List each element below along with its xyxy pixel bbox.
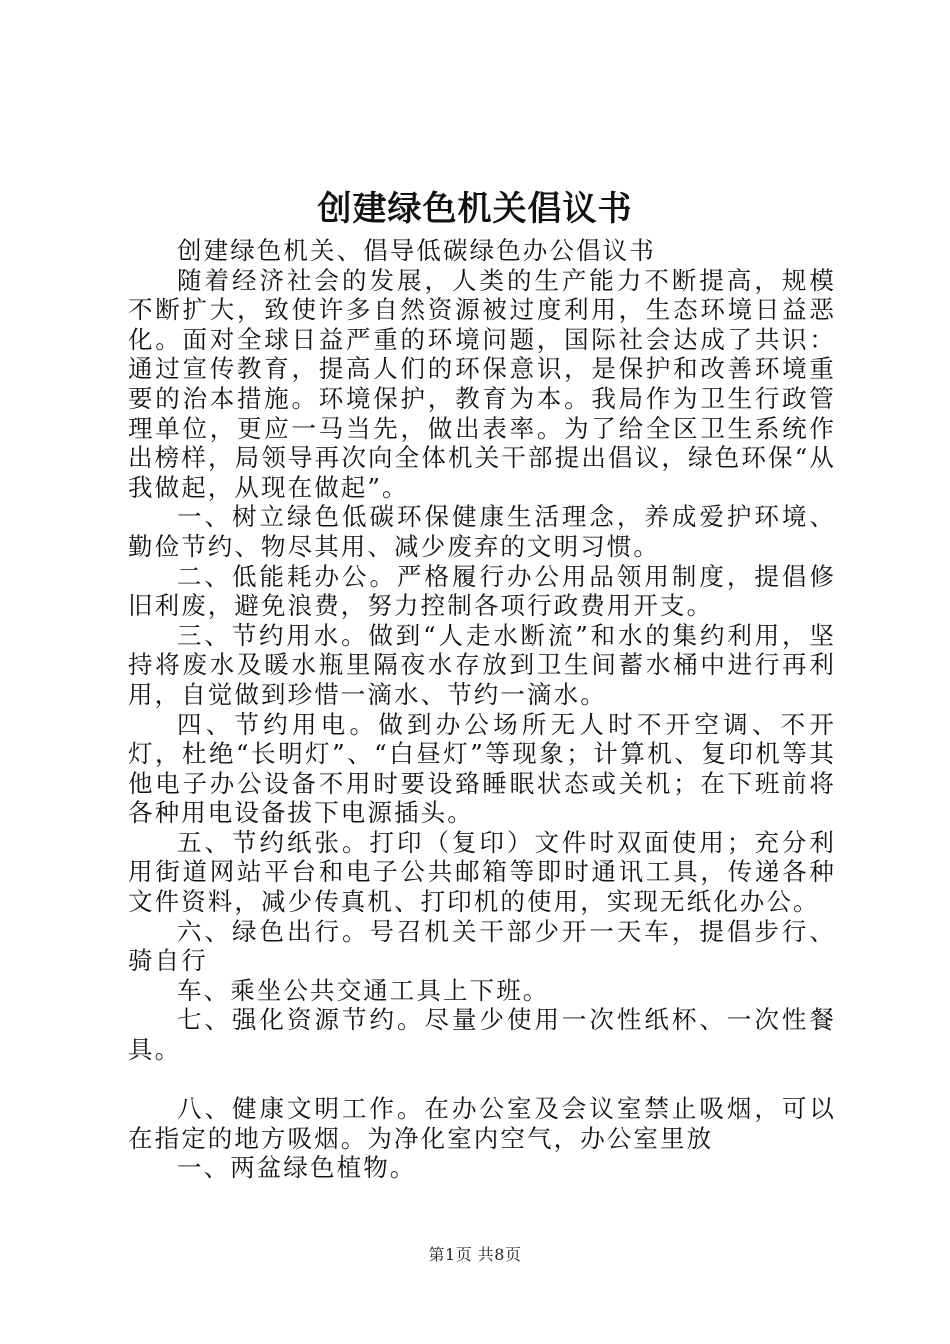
item-paragraph-7: 七、强化资源节约。尽量少使用一次性纸杯、一次性餐具。 [128, 1005, 836, 1065]
item-paragraph-1: 一、树立绿色低碳环保健康生活理念，养成爱护环境、勤俭节约、物尽其用、减少废弃的文明习惯。 [128, 502, 836, 561]
intro-paragraph: 随着经济社会的发展，人类的生产能力不断提高，规模不断扩大，致使许多自然资源被过度利用，生态环境日益恶化。面对全球日益严重的环境问题，国际社会达成了共识：通过宣传教育，提高人们的环保意识，是保护和改善环境重要的治本措施。环境保护，教育为本。我局作为卫生行政管理单位，更应一马当先，做出表率。为了给全区卫生系统作出榜样，局领导再次向全体机关干部提出倡议，绿色环保“从我做起，从现在做起”。 [128, 265, 836, 502]
item-paragraph-4: 四、节约用电。做到办公场所无人时不开空调、不开灯，杜绝“长明灯”、“白昼灯”等现象；计算机、复印机等其他电子办公设备不用时要设臵睡眠状态或关机；在下班前将各种用电设备拔下电源插头。 [128, 709, 836, 828]
item-paragraph-6-continued: 车、乘坐公共交通工具上下班。 [177, 975, 550, 1005]
item-paragraph-8: 八、健康文明工作。在办公室及会议室禁止吸烟，可以在指定的地方吸烟。为净化室内空气，办公室里放 [128, 1094, 836, 1153]
subtitle-paragraph: 创建绿色机关、倡导低碳绿色办公倡议书 [177, 236, 656, 265]
page-footer: 第1页 共8页 [428, 1245, 522, 1264]
document-body [128, 236, 836, 1183]
item-paragraph-5: 五、节约纸张。打印（复印）文件时双面使用；充分利用街道网站平台和电子公共邮箱等即时通讯工具，传递各种文件资料，减少传真机、打印机的使用，实现无纸化办公。 [128, 827, 836, 917]
document-title: 创建绿色机关倡议书 [317, 189, 633, 229]
item-paragraph-2: 二、低能耗办公。严格履行办公用品领用制度，提倡修旧利废，避免浪费，努力控制各项行政费用开支。 [128, 561, 836, 621]
item-paragraph-8-continued: 一、两盆绿色植物。 [177, 1153, 417, 1183]
item-paragraph-3: 三、节约用水。做到“人走水断流”和水的集约利用，坚持将废水及暖水瓶里隔夜水存放到卫生间蓄水桶中进行再利用，自觉做到珍惜一滴水、节约一滴水。 [128, 620, 836, 709]
blank-line [128, 1065, 836, 1095]
item-paragraph-6: 六、绿色出行。号召机关干部少开一天车，提倡步行、骑自行 [128, 916, 836, 976]
